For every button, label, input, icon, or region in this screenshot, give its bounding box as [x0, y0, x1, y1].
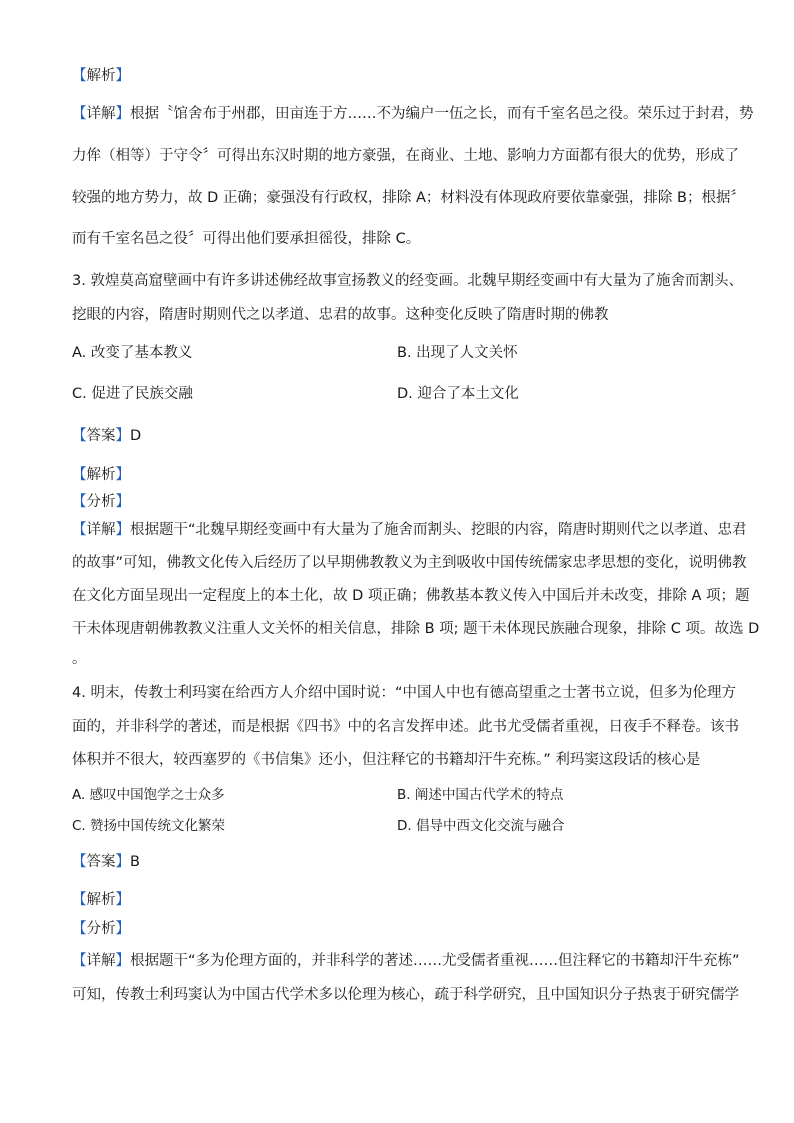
question-4-stem: 面的，并非科学的著述，而是根据《四书》中的名言发挥申述。此书尤受儒者重视，日夜手不释卷。该书 [72, 719, 739, 735]
section-label-jiexi: 【解析】 [72, 892, 130, 908]
detail-line: 在文化方面呈现出一定程度上的本土化，故 D 项正确；佛教基本教义传入中国后并未改变，排除 A 项；题 [72, 588, 750, 604]
question-4-stem: 体积并不很大，较西塞罗的《书信集》还小，但注释它的书籍却汗牛充栋。” 利玛窦这段话的核心是 [72, 752, 701, 768]
detail-line: 。 [72, 651, 87, 667]
section-label-jiexi: 【解析】 [72, 68, 130, 84]
question-3-answer: 【答案】D [72, 428, 142, 444]
question-3-option-b: B. 出现了人文关怀 [397, 345, 518, 361]
question-4-option-b: B. 阐述中国古代学术的特点 [397, 787, 564, 803]
question-4-stem: 4. 明末，传教士利玛窦在给西方人介绍中国时说：“中国人中也有德高望重之士著书立说，但多为伦理方 [72, 685, 736, 701]
question-3-option-c: C. 促进了民族交融 [72, 386, 193, 402]
detail-line: 【详解】根据题干“多为伦理方面的，并非科学的著述……尤受儒者重视……但注释它的书籍却汗牛充栋” [72, 953, 740, 969]
section-label-jiexi: 【解析】 [72, 467, 130, 483]
question-4-answer: 【答案】B [72, 854, 140, 870]
detail-line: 的故事”可知，佛教文化传入后经历了以早期佛教教义为主到吸收中国传统儒家忠孝思想的变化，说明佛教 [72, 555, 747, 571]
detail-line: 较强的地方势力，故 D 正确；豪强没有行政权，排除 A；材料没有体现政府要依靠豪强，排除 B；根据〞 [72, 190, 745, 206]
question-4-option-a: A. 感叹中国饱学之士众多 [72, 787, 225, 803]
detail-line: 而有千室名邑之役〞可得出他们要承担徭役，排除 C。 [72, 231, 421, 247]
question-4-option-c: C. 赞扬中国传统文化繁荣 [72, 818, 226, 834]
detail-line: 【详解】根据〝馆舍布于州郡，田亩连于方……不为编户一伍之长，而有千室名邑之役。荣乐过于封君，势 [72, 106, 754, 122]
question-3-option-d: D. 迎合了本土文化 [397, 386, 519, 402]
question-3-stem: 挖眼的内容，隋唐时期则代之以孝道、忠君的故事。这种变化反映了隋唐时期的佛教 [72, 307, 609, 323]
detail-line: 【详解】根据题干“北魏早期经变画中有大量为了施舍而割头、挖眼的内容，隋唐时期则代之以孝道、忠君 [72, 522, 747, 538]
section-label-fenxi: 【分析】 [72, 921, 130, 937]
question-4-option-d: D. 倡导中西文化交流与融合 [397, 818, 565, 834]
detail-line: 干未体现唐朝佛教教义注重人文关怀的相关信息，排除 B 项; 题干未体现民族融合现象，排除 C 项。故选 D [72, 621, 760, 637]
detail-line: 可知，传教士利玛窦认为中国古代学术多以伦理为核心，疏于科学研究，且中国知识分子热衷于研究儒学 [72, 987, 739, 1003]
detail-line: 力侔（相等）于守令〞可得出东汉时期的地方豪强，在商业、土地、影响力方面都有很大的优势，形成了 [72, 148, 739, 164]
question-3-option-a: A. 改变了基本教义 [72, 345, 193, 361]
question-3-stem: 3. 敦煌莫高窟壁画中有许多讲述佛经故事宣扬教义的经变画。北魏早期经变画中有大量为了施舍而割头、 [72, 273, 743, 289]
section-label-fenxi: 【分析】 [72, 494, 130, 510]
